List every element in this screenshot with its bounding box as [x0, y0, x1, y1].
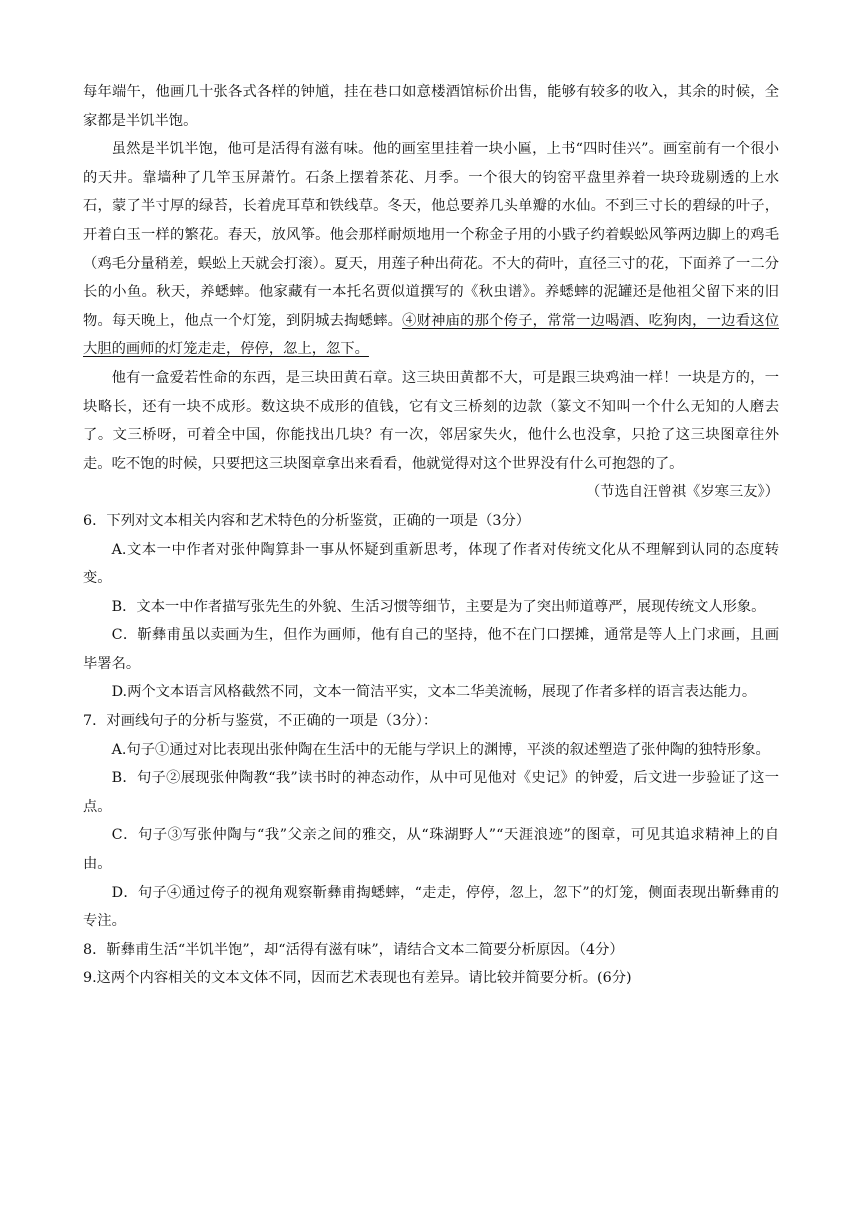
passage-source: （节选自汪曾祺《岁寒三友》）: [585, 484, 779, 501]
question-8: 8．靳彝甫生活“半饥半饱”，却“活得有滋有味”，请结合文本二简要分析原因。（4分）: [83, 941, 624, 958]
question-7-option-b: B．句子②展现张仲陶教“我”读书时的神态动作，从中可见他对《史记》的钟爱，后文进一步验证了这一点。: [83, 770, 779, 815]
passage-paragraph-2-text: 虽然是半饥半饱，他可是活得有滋有味。他的画室里挂着一块小匾，上书“四时佳兴”。画室前有一个很小的天井。靠墙种了几竿玉屏萧竹。石条上摆着茶花、月季。一个很大的钧窑平盘里养着一块玲珑剔透的上水石，蒙了半寸厚的绿苔，长着虎耳草和铁线草。冬天，他总要养几头单瓣的水仙。不到三寸长的碧绿的叶子，开着白玉一样的繁花。春天，放风筝。他会那样耐烦地用一个称金子用的小戥子约着蜈蚣风筝两边脚上的鸡毛（鸡毛分量稍差，蜈蚣上天就会打滚）。夏天，用莲子种出荷花。不大的荷叶，直径三寸的花，下面养了一二分长的小鱼。秋天，养蟋蟀。他家藏有一本托名贾似道撰写的《秋虫谱》。养蟋蟀的泥罐还是他祖父留下来的旧物。每天晚上，他点一个灯笼，到阴城去掏蟋蟀。: [83, 141, 779, 329]
passage-paragraph-3: 他有一盒爱若性命的东西，是三块田黄石章。这三块田黄都不大，可是跟三块鸡油一样！一块是方的，一块略长，还有一块不成形。数这块不成形的值钱，它有文三桥刻的边款（篆文不知叫一个什么无知的人磨去了。文三桥呀，可着全中国，你能找出几块？有一次，邻居家失火，他什么也没拿，只抢了这三块图章往外走。吃不饱的时候，只要把这三块图章拿出来看看，他就觉得对这个世界没有什么可抱怨的了。: [83, 369, 779, 472]
question-6-option-c: C．靳彝甫虽以卖画为生，但作为画师，他有自己的坚持，他不在门口摆摊，通常是等人上门求画，且画毕署名。: [83, 627, 779, 672]
question-6-option-b: B．文本一中作者描写张先生的外貌、生活习惯等细节，主要是为了突出师道尊严，展现传统文人形象。: [111, 598, 766, 615]
question-9: 9.这两个内容相关的文本文体不同，因而艺术表现也有差异。请比较并简要分析。(6分): [83, 970, 632, 987]
passage-paragraph-1: 每年端午，他画几十张各式各样的钟馗，挂在巷口如意楼酒馆标价出售，能够有较多的收入，其余的时候，全家都是半饥半饱。: [83, 84, 779, 129]
underlined-sentence-4: ④财神庙的那个侉子，常常一边喝酒、吃狗肉，一边看这位大胆的画师的灯笼走走，停停，忽上，忽下。: [83, 312, 779, 358]
question-6-option-a: A.文本一中作者对张仲陶算卦一事从怀疑到重新思考，体现了作者对传统文化从不理解到认同的态度转变。: [83, 541, 779, 587]
question-7-option-d: D．句子④通过侉子的视角观察靳彝甫掏蟋蟀，“走走，停停，忽上，忽下”的灯笼，侧面表现出靳彝甫的专注。: [83, 884, 779, 930]
question-6-option-d: D.两个文本语言风格截然不同，文本一简洁平实，文本二华美流畅，展现了作者多样的语言表达能力。: [111, 684, 757, 701]
page-content: [83, 78, 779, 993]
passage-paragraph-2: [83, 135, 779, 364]
question-7-stem: 7．对画线句子的分析与鉴赏，不正确的一项是（3分）：: [83, 713, 438, 730]
question-7-option-c: C．句子③写张仲陶与“我”父亲之间的雅交，从“珠湖野人”“天涯浪迹”的图章，可见其追求精神上的自由。: [83, 827, 779, 873]
question-6-stem: 6．下列对文本相关内容和艺术特色的分析鉴赏，正确的一项是（3分）: [83, 512, 531, 529]
question-7-option-a: A.句子①通过对比表现出张仲陶在生活中的无能与学识上的渊博，平淡的叙述塑造了张仲陶的独特形象。: [111, 741, 770, 758]
